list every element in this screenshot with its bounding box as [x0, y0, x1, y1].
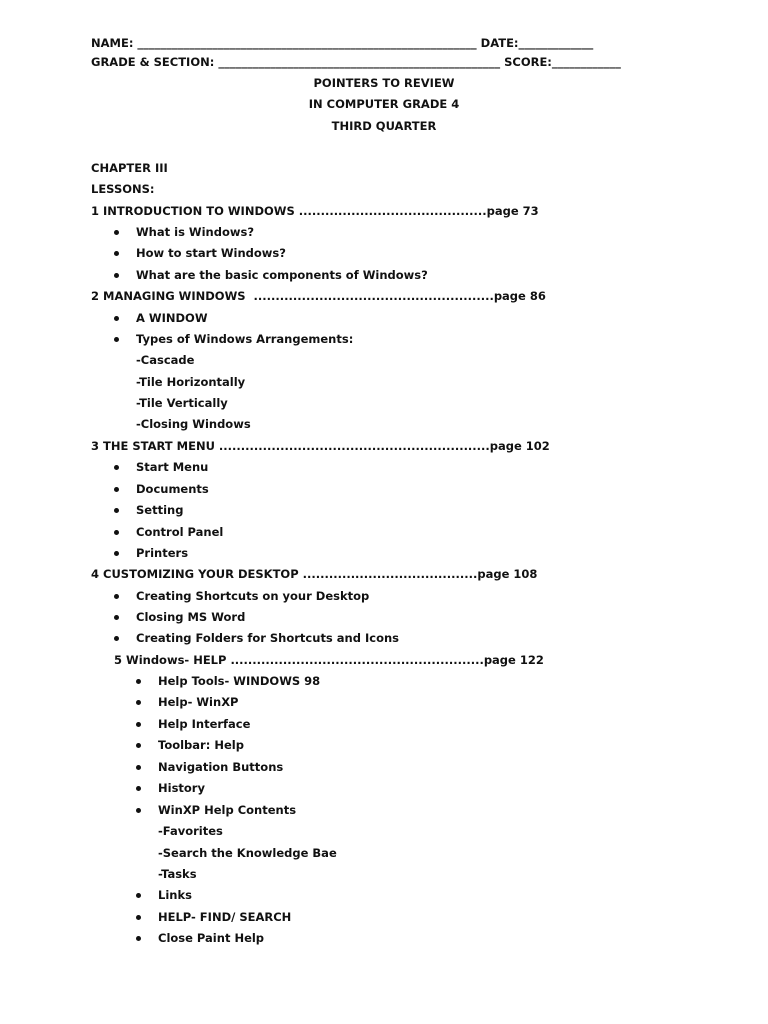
lesson-5-item: WinXP Help Contents	[158, 803, 297, 817]
bullet-icon	[136, 743, 141, 748]
bullet-icon	[114, 615, 119, 620]
lesson-3-item: Setting	[136, 503, 184, 517]
bullet-icon	[136, 765, 141, 770]
lesson-1-item: What are the basic components of Windows?	[136, 268, 428, 282]
lesson-5-subitem: -Favorites	[158, 824, 223, 838]
lesson-3-item: Documents	[136, 482, 209, 496]
bullet-icon	[136, 808, 141, 813]
lesson-5-subitem: -Tasks	[158, 867, 197, 881]
lesson-4-item: Closing MS Word	[136, 610, 246, 624]
bullet-icon	[114, 251, 119, 256]
bullet-icon	[136, 700, 141, 705]
bullet-icon	[114, 337, 119, 342]
lesson-2-subitem: -Cascade	[136, 353, 195, 367]
bullet-icon	[114, 273, 119, 278]
lesson-2-item: A WINDOW	[136, 311, 208, 325]
lesson-4-item: Creating Shortcuts on your Desktop	[136, 589, 370, 603]
lesson-2-subitem: -Closing Windows	[136, 417, 251, 431]
lesson-4-heading: 4 CUSTOMIZING YOUR DESKTOP ........................................page 108	[91, 567, 538, 581]
lesson-5-item: HELP- FIND/ SEARCH	[158, 910, 292, 924]
name-date-line: NAME: ___________________________________________________________ DATE:_____________	[91, 36, 594, 50]
lesson-3-heading: 3 THE START MENU ..............................................................page 102	[91, 439, 550, 453]
chapter-heading: CHAPTER III	[91, 161, 168, 175]
lesson-3-item: Control Panel	[136, 525, 224, 539]
grade-section-score-line: GRADE & SECTION: _________________________________________________ SCORE:____________	[91, 55, 621, 69]
bullet-icon	[114, 316, 119, 321]
title-line-1: POINTERS TO REVIEW	[313, 76, 455, 90]
lesson-5-item: Close Paint Help	[158, 931, 265, 945]
bullet-icon	[114, 465, 119, 470]
bullet-icon	[136, 936, 141, 941]
lesson-2-heading: 2 MANAGING WINDOWS .......................................................page 86	[91, 289, 546, 303]
bullet-icon	[114, 230, 119, 235]
lesson-3-item: Start Menu	[136, 460, 209, 474]
title-line-3: THIRD QUARTER	[331, 119, 437, 133]
bullet-icon	[136, 786, 141, 791]
lesson-1-item: How to start Windows?	[136, 246, 286, 260]
bullet-icon	[136, 915, 141, 920]
bullet-icon	[136, 722, 141, 727]
lesson-5-subitem: -Search the Knowledge Bae	[158, 846, 337, 860]
lesson-5-item: Links	[158, 888, 192, 902]
lesson-5-item: Navigation Buttons	[158, 760, 284, 774]
lessons-label: LESSONS:	[91, 182, 155, 196]
lesson-5-item: History	[158, 781, 205, 795]
lesson-2-subitem: -Tile Vertically	[136, 396, 228, 410]
bullet-icon	[114, 487, 119, 492]
lesson-5-item: Toolbar: Help	[158, 738, 244, 752]
lesson-5-heading: 5 Windows- HELP ..........................................................page 122	[114, 653, 544, 667]
bullet-icon	[114, 551, 119, 556]
bullet-icon	[114, 636, 119, 641]
bullet-icon	[136, 679, 141, 684]
lesson-2-item: Types of Windows Arrangements:	[136, 332, 354, 346]
bullet-icon	[136, 893, 141, 898]
lesson-2-subitem: -Tile Horizontally	[136, 375, 246, 389]
lesson-1-item: What is Windows?	[136, 225, 255, 239]
lesson-5-item: Help- WinXP	[158, 695, 239, 709]
lesson-5-item: Help Tools- WINDOWS 98	[158, 674, 321, 688]
bullet-icon	[114, 508, 119, 513]
lesson-3-item: Printers	[136, 546, 189, 560]
lesson-1-heading: 1 INTRODUCTION TO WINDOWS ...........................................page 73	[91, 204, 539, 218]
lesson-5-item: Help Interface	[158, 717, 251, 731]
title-line-2: IN COMPUTER GRADE 4	[308, 97, 460, 111]
bullet-icon	[114, 530, 119, 535]
bullet-icon	[114, 594, 119, 599]
lesson-4-item: Creating Folders for Shortcuts and Icons	[136, 631, 399, 645]
